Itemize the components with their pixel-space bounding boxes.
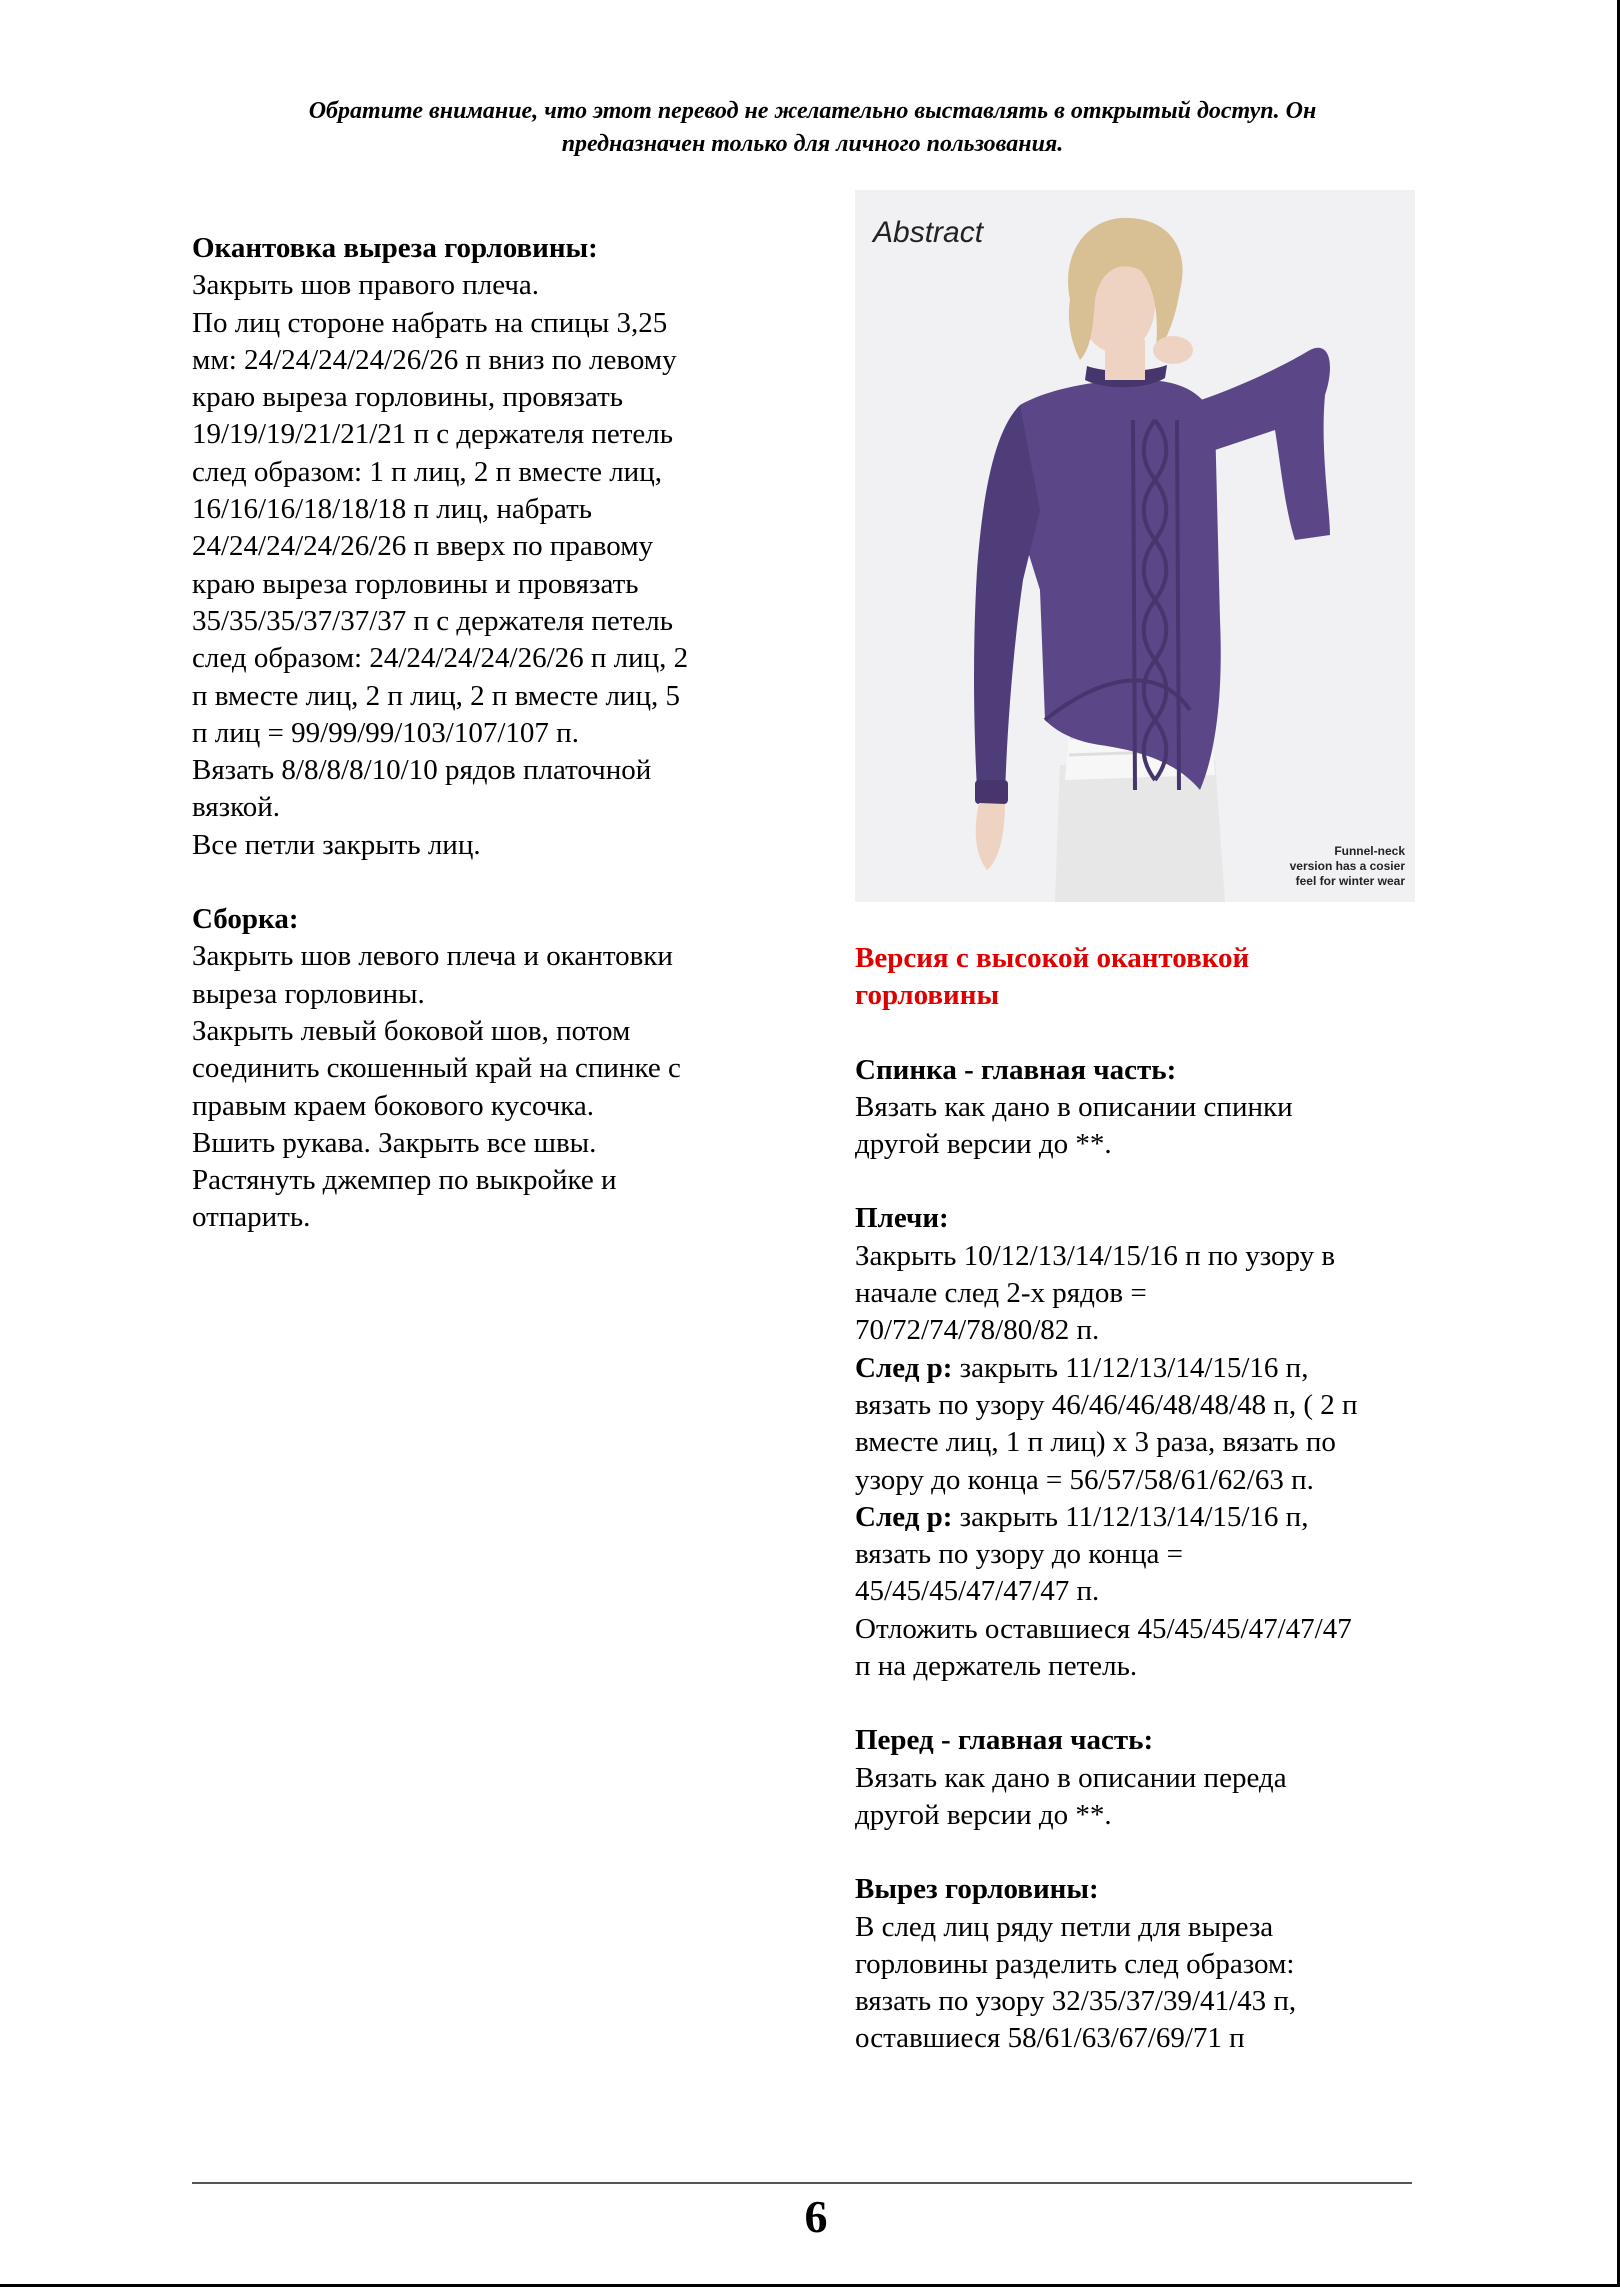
text-line: По лиц стороне набрать на спицы 3,25 bbox=[192, 306, 668, 339]
neckline-heading: Вырез горловины: bbox=[855, 1873, 1099, 1906]
row-label: След р: bbox=[855, 1500, 953, 1533]
brand-label: Abstract bbox=[873, 216, 984, 249]
page-number: 6 bbox=[804, 2191, 828, 2242]
row-text: закрыть 11/12/13/14/15/16 п, bbox=[952, 1500, 1309, 1533]
version-title-line-2: горловины bbox=[855, 979, 1000, 1012]
text-line: след образом: 24/24/24/24/26/26 п лиц, 2 bbox=[192, 642, 689, 675]
text-line: Отложить оставшиеся 45/45/45/47/47/47 bbox=[855, 1612, 1352, 1645]
text-line: 45/45/45/47/47/47 п. bbox=[855, 1575, 1100, 1608]
spacer bbox=[855, 1685, 1445, 1722]
row-label: След р: bbox=[855, 1351, 953, 1384]
spacer bbox=[192, 864, 772, 901]
model-photo bbox=[855, 190, 1415, 902]
right-column bbox=[855, 940, 1445, 2058]
text-line: вязкой. bbox=[192, 791, 280, 824]
text-line: Закрыть шов правого плеча. bbox=[192, 269, 540, 302]
notice-line-1: Обратите внимание, что этот перевод не желательно выставлять в открытый доступ. Он bbox=[308, 98, 1317, 124]
text-line: 16/16/16/18/18/18 п лиц, набрать bbox=[192, 493, 592, 526]
photo-caption-line-3: feel for winter wear bbox=[1295, 874, 1405, 888]
spacer bbox=[855, 1015, 1445, 1052]
text-line: п лиц = 99/99/99/103/107/107 п. bbox=[192, 716, 579, 749]
text-line: краю выреза горловины, провязать bbox=[192, 381, 623, 414]
text-line bbox=[855, 1350, 1445, 1387]
text-line: п вместе лиц, 2 п лиц, 2 п вместе лиц, 5 bbox=[192, 679, 680, 712]
text-line: узору до конца = 56/57/58/61/62/63 п. bbox=[855, 1463, 1314, 1496]
text-line: В след лиц ряду петли для выреза bbox=[855, 1910, 1274, 1943]
text-line: Закрыть шов левого плеча и окантовки bbox=[192, 940, 673, 973]
notice-line-2: предназначен только для личного пользования. bbox=[561, 131, 1064, 157]
text-line: Закрыть 10/12/13/14/15/16 п по узору в bbox=[855, 1239, 1336, 1272]
text-line: 35/35/35/37/37/37 п с держателя петель bbox=[192, 604, 673, 637]
neckband-text bbox=[192, 267, 772, 864]
shoulders-heading: Плечи: bbox=[855, 1202, 949, 1235]
assembly-text bbox=[192, 938, 772, 1236]
text-line: краю выреза горловины и провязать bbox=[192, 567, 639, 600]
back-heading: Спинка - главная часть: bbox=[855, 1053, 1177, 1086]
text-line: вместе лиц, 1 п лиц) х 3 раза, вязать по bbox=[855, 1426, 1336, 1459]
photo-caption-line-2: version has a cosier bbox=[1289, 859, 1405, 873]
text-line: горловины разделить след образом: bbox=[855, 1947, 1295, 1980]
spacer bbox=[855, 1163, 1445, 1200]
spacer bbox=[855, 1834, 1445, 1871]
text-line: Вязать как дано в описании переда bbox=[855, 1761, 1287, 1794]
text-line: Вязать как дано в описании спинки bbox=[855, 1090, 1293, 1123]
row-text: закрыть 11/12/13/14/15/16 п, bbox=[952, 1351, 1309, 1384]
version-title-line-1: Версия с высокой окантовкой bbox=[855, 942, 1250, 974]
text-line: п на держатель петель. bbox=[855, 1650, 1138, 1683]
text-line: Растянуть джемпер по выкройке и bbox=[192, 1164, 617, 1197]
text-line: вязать по узору 32/35/37/39/41/43 п, bbox=[855, 1985, 1297, 2018]
text-line: вязать по узору 46/46/46/48/48/48 п, ( 2 п bbox=[855, 1388, 1358, 1421]
left-column bbox=[192, 230, 772, 1237]
text-line: 19/19/19/21/21/21 п с держателя петель bbox=[192, 418, 673, 451]
text-line: другой версии до **. bbox=[855, 1798, 1112, 1831]
text-line: начале след 2-х рядов = bbox=[855, 1277, 1147, 1310]
text-line: Вязать 8/8/8/8/10/10 рядов платочной bbox=[192, 754, 652, 787]
text-line: мм: 24/24/24/24/26/26 п вниз по левому bbox=[192, 343, 677, 376]
text-line: Все петли закрыть лиц. bbox=[192, 828, 481, 861]
text-line: 70/72/74/78/80/82 п. bbox=[855, 1314, 1100, 1347]
text-line bbox=[855, 1499, 1445, 1536]
assembly-heading: Сборка: bbox=[192, 903, 299, 936]
sweater-illustration bbox=[855, 190, 1415, 902]
front-heading: Перед - главная часть: bbox=[855, 1724, 1154, 1757]
privacy-notice bbox=[180, 95, 1445, 161]
text-line: соединить скошенный край на спинке с bbox=[192, 1052, 681, 1085]
photo-caption-line-1: Funnel-neck bbox=[1334, 844, 1405, 858]
text-line: оставшиеся 58/61/63/67/69/71 п bbox=[855, 2022, 1245, 2055]
text-line: Вшить рукава. Закрыть все швы. bbox=[192, 1126, 597, 1159]
neckband-heading: Окантовка выреза горловины: bbox=[192, 232, 598, 264]
text-line: 24/24/24/24/26/26 п вверх по правому bbox=[192, 530, 654, 563]
text-line: отпарить. bbox=[192, 1201, 311, 1234]
text-line: другой версии до **. bbox=[855, 1128, 1112, 1161]
text-line: правым краем бокового кусочка. bbox=[192, 1089, 595, 1122]
text-line: след образом: 1 п лиц, 2 п вместе лиц, bbox=[192, 455, 662, 488]
text-line: Закрыть левый боковой шов, потом bbox=[192, 1014, 631, 1047]
text-line: выреза горловины. bbox=[192, 977, 425, 1010]
text-line: вязать по узору до конца = bbox=[855, 1538, 1183, 1571]
footer-divider bbox=[192, 2182, 1412, 2184]
